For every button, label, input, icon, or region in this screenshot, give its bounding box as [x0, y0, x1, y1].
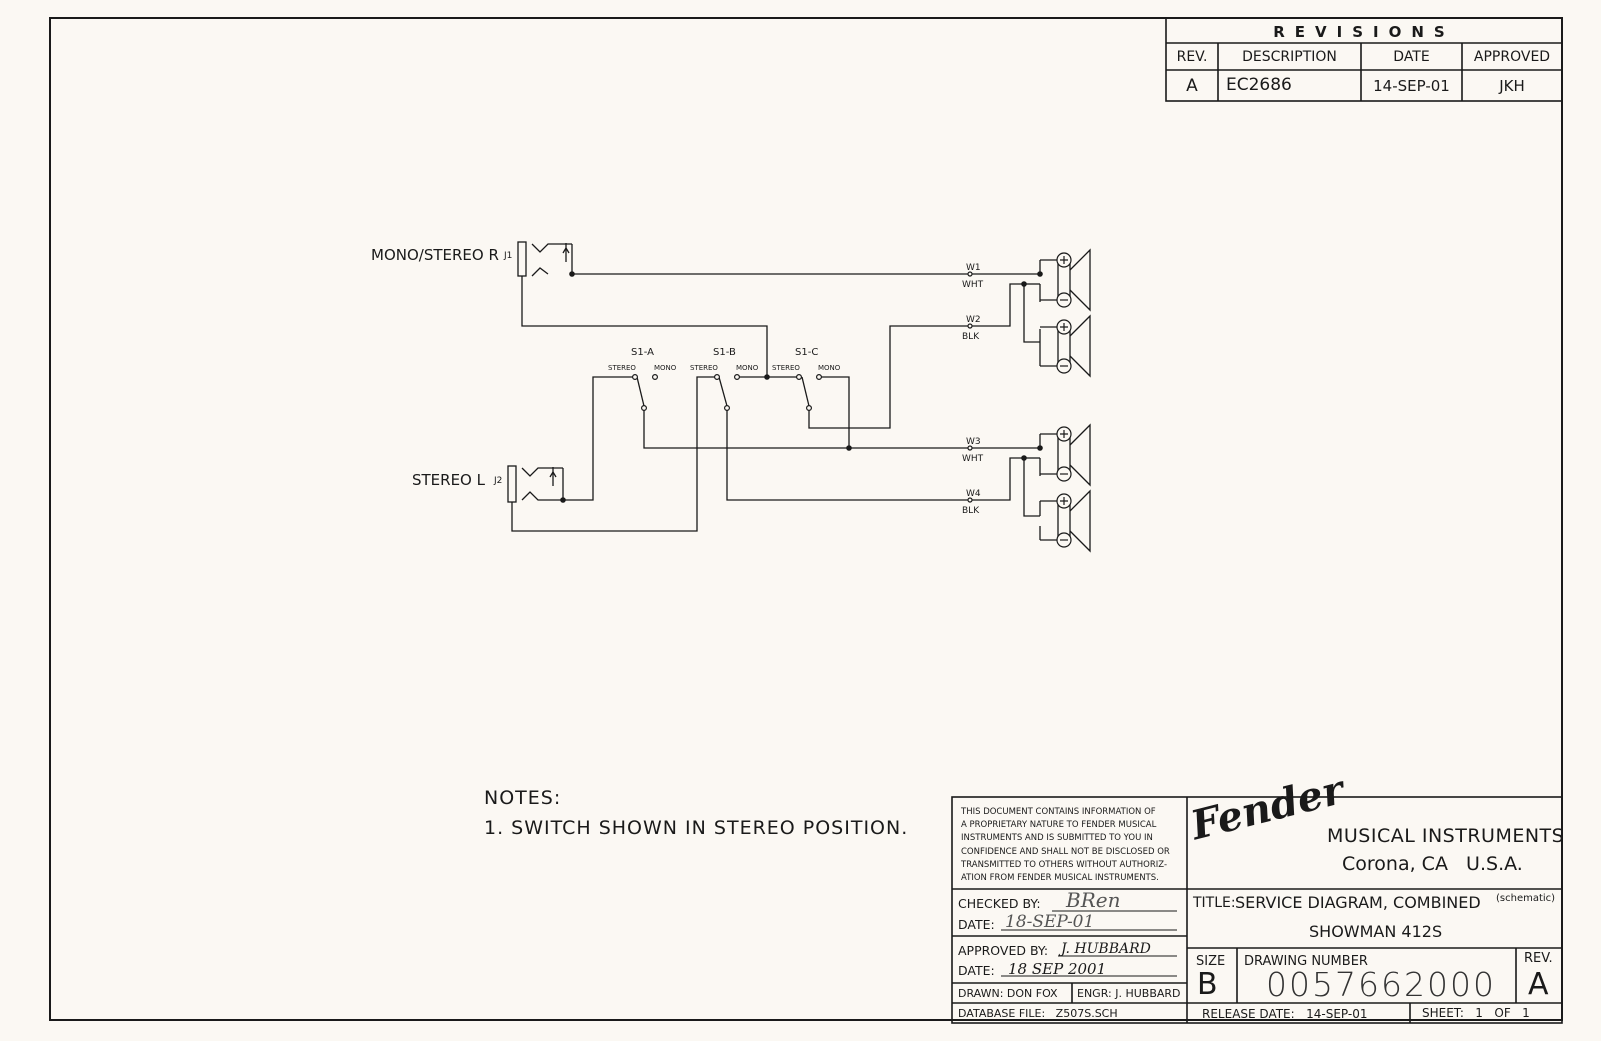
- switch-b-stereo: STEREO: [690, 364, 718, 372]
- revisions-header-rev: REV.: [1176, 49, 1208, 65]
- switch-a-mono: MONO: [654, 364, 677, 372]
- drawn-by: DRAWN: DON FOX: [958, 987, 1058, 1000]
- wire-w4-color: BLK: [962, 506, 980, 516]
- switch-b-mono: MONO: [736, 364, 759, 372]
- wire-w3-color: WHT: [962, 454, 984, 464]
- drawing-number: 0057662000: [1266, 965, 1496, 1004]
- sheet-border: [50, 18, 1565, 1020]
- rev-label: REV.: [1524, 951, 1553, 966]
- junction-dots: [560, 271, 1043, 503]
- proprietary-notice: THIS DOCUMENT CONTAINS INFORMATION OF A PROPRIETARY NATURE TO FENDER MUSICAL INSTRUMENTS AND IS SUBMITTED TO YOU IN CONFIDENCE AND SHALL NOT BE DISCLOSED OR TRANSMITTED TO OTHERS WITHOUT AUTHORIZ- ATION FROM FENDER MUSICAL INSTRUMENTS.: [961, 807, 1170, 884]
- wire-w1-id: W1: [966, 263, 981, 273]
- wiring: [508, 242, 1040, 540]
- checked-date-value: 18-SEP-01: [1005, 912, 1095, 932]
- revision-approved: JKH: [1499, 77, 1525, 95]
- company-location: Corona, CA U.S.A.: [1342, 853, 1523, 875]
- size-value: B: [1197, 967, 1218, 1002]
- approved-date-label: DATE:: [958, 963, 995, 978]
- switch-c-stereo: STEREO: [772, 364, 800, 372]
- polarity-symbols: [1057, 253, 1071, 547]
- title-suffix: (schematic): [1496, 893, 1556, 904]
- notes-heading: NOTES:: [484, 787, 562, 809]
- wire-w2-color: BLK: [962, 332, 980, 342]
- wire-w4-id: W4: [966, 489, 981, 499]
- approved-by-signature: J. HUBBARD: [1061, 941, 1151, 957]
- switch-a-label: S1-A: [631, 347, 654, 358]
- notes-item: 1. SWITCH SHOWN IN STEREO POSITION.: [484, 817, 909, 839]
- revisions-header-date: DATE: [1393, 49, 1430, 65]
- jack-r-ref: J1: [504, 251, 513, 261]
- revision-description: EC2686: [1226, 75, 1292, 95]
- switch-a-stereo: STEREO: [608, 364, 636, 372]
- revisions-header-description: DESCRIPTION: [1242, 49, 1337, 65]
- jack-l-label: STEREO L: [412, 471, 485, 489]
- size-label: SIZE: [1196, 954, 1226, 969]
- title-label: TITLE:: [1193, 895, 1236, 911]
- revision-rev: A: [1186, 76, 1198, 96]
- switch-contacts: [633, 272, 972, 502]
- wire-w1-color: WHT: [962, 280, 984, 290]
- revisions-header-approved: APPROVED: [1473, 49, 1551, 65]
- approved-date-value: 18 SEP 2001: [1008, 960, 1107, 978]
- database-file: DATABASE FILE: Z507S.SCH: [958, 1007, 1118, 1020]
- jack-r-label: MONO/STEREO R: [371, 246, 499, 264]
- title-line-1: SERVICE DIAGRAM, COMBINED: [1235, 893, 1481, 912]
- revisions-title: REVISIONS: [1273, 22, 1455, 41]
- jack-l-ref: J2: [494, 476, 503, 486]
- sheet-number: SHEET: 1 OF 1: [1422, 1006, 1530, 1020]
- switch-c-mono: MONO: [818, 364, 841, 372]
- wire-w3-id: W3: [966, 437, 981, 447]
- approved-by-label: APPROVED BY:: [958, 943, 1049, 958]
- switch-b-label: S1-B: [713, 347, 736, 358]
- engineer: ENGR: J. HUBBARD: [1077, 987, 1181, 1000]
- switch-c-label: S1-C: [795, 347, 819, 358]
- revision-date: 14-SEP-01: [1373, 77, 1450, 95]
- release-date: RELEASE DATE: 14-SEP-01: [1202, 1007, 1368, 1021]
- fender-logo: Fender: [1186, 766, 1349, 850]
- title-line-2: SHOWMAN 412S: [1309, 922, 1443, 941]
- checked-by-signature: BRen: [1066, 888, 1121, 912]
- checked-date-label: DATE:: [958, 917, 995, 932]
- drawing-number-label: DRAWING NUMBER: [1244, 954, 1368, 969]
- company-name: MUSICAL INSTRUMENTS: [1327, 825, 1565, 847]
- rev-value: A: [1528, 967, 1549, 1002]
- checked-by-label: CHECKED BY:: [958, 896, 1041, 911]
- wire-w2-id: W2: [966, 315, 981, 325]
